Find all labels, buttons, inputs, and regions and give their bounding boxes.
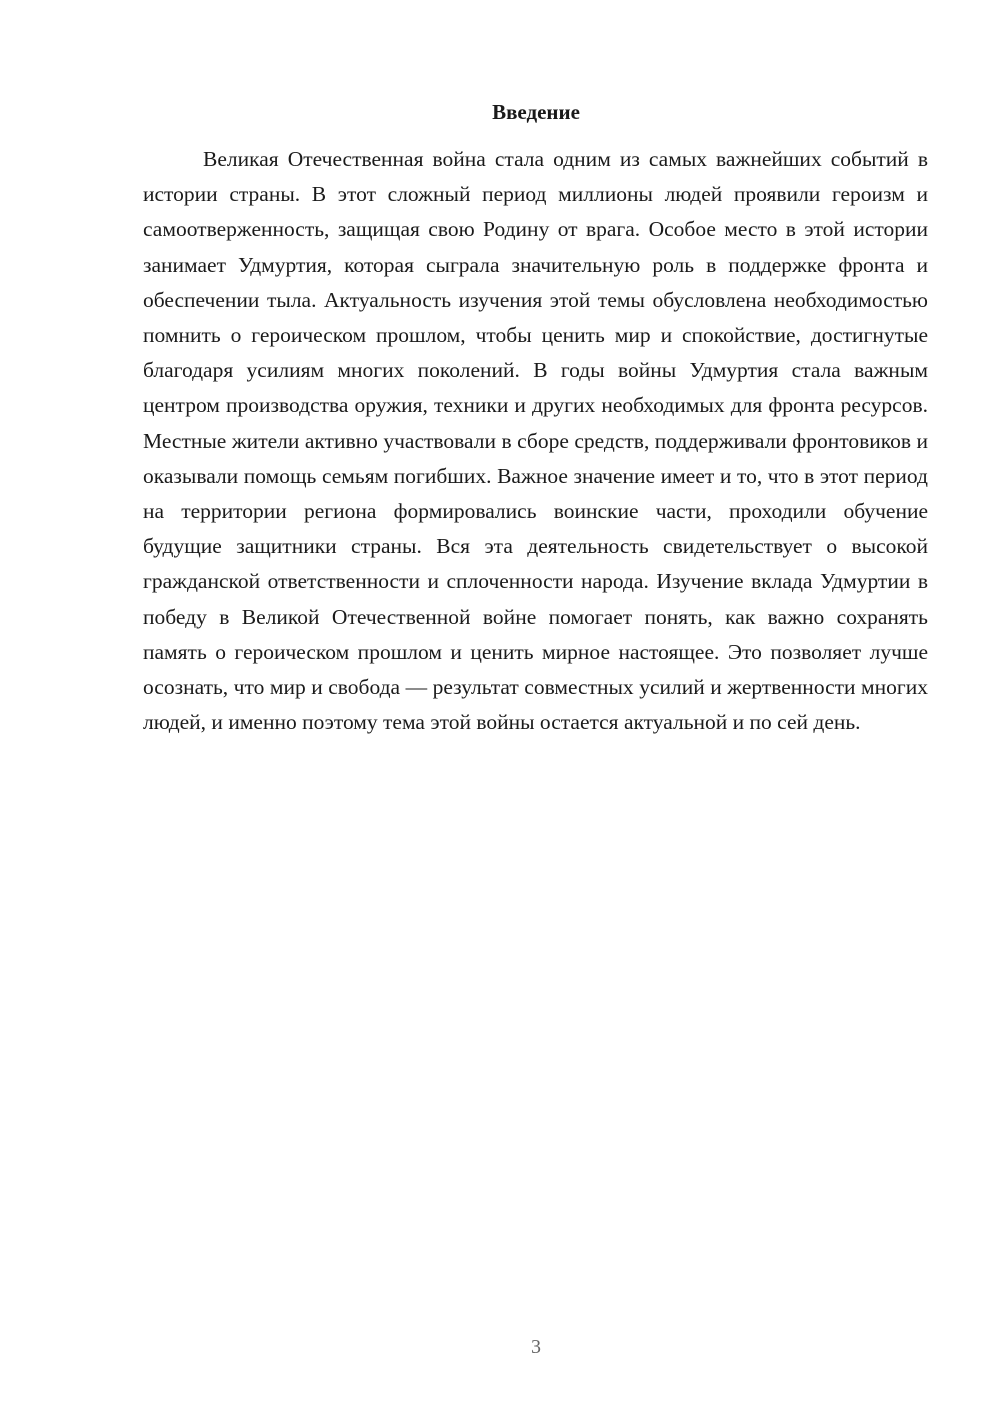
page-number: 3 bbox=[531, 1336, 541, 1358]
section-title: Введение bbox=[492, 100, 580, 124]
body-paragraph: Великая Отечественная война стала одним из самых важнейших событий в истории страны. В этот сложный период миллионы людей проявили героизм и самоотверженность, защищая свою Родину от врага. Особое место в этой истории занимает Удмуртия, которая сыграла значительную роль в поддержке фронта и обеспечении тыла. Актуальность изучения этой темы обусловлена необходимостью помнить о героическом прошлом, чтобы ценить мир и спокойствие, достигнутые благодаря усилиям многих поколений. В годы войны Удмуртия стала важным центром производства оружия, техники и других необходимых для фронта ресурсов. Местные жители активно участвовали в сборе средств, поддерживали фронтовиков и оказывали помощь семьям погибших. Важное значение имеет и то, что в этот период на территории региона формировались воинские части, проходили обучение будущие защитники страны. Вся эта деятельность свидетельствует о высокой гражданской ответственности и сплоченности народа. Изучение вклада Удмуртии в победу в Великой Отечественной войне помогает понять, как важно сохранять память о героическом прошлом и ценить мирное настоящее. Это позволяет лучше осознать, что мир и свобода — результат совместных усилий и жертвенности многих людей, и именно поэтому тема этой войны остается актуальной и по сей день. bbox=[143, 147, 928, 735]
